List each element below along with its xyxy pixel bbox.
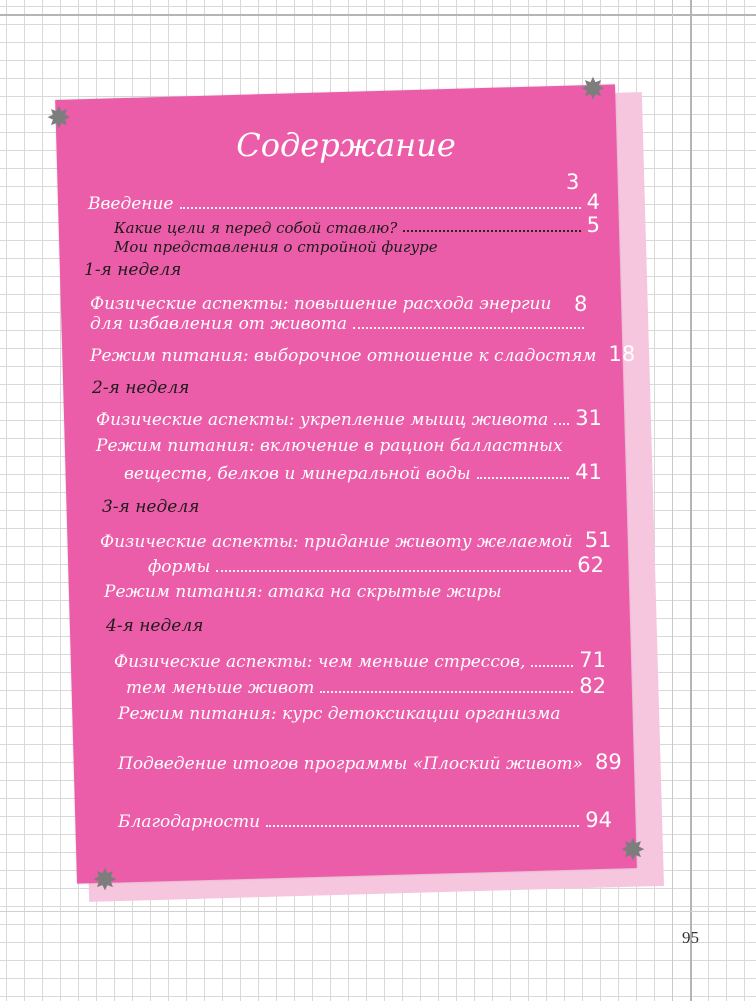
toc-entry-w4-diet[interactable] — [118, 704, 561, 724]
toc-page: 71 — [579, 648, 606, 672]
toc-page: 5 — [586, 213, 600, 237]
toc-leader-dots — [554, 423, 569, 425]
toc-entry-intro-goals[interactable] — [114, 213, 600, 237]
top-rule — [0, 14, 756, 16]
toc-leader-dots — [216, 570, 571, 572]
bottom-rule — [0, 911, 756, 912]
star-pin-icon: ✸ — [620, 833, 646, 868]
toc-title: Содержание — [236, 126, 456, 164]
toc-page: 82 — [579, 674, 606, 698]
margin-rule-inner — [672, 0, 673, 1001]
toc-entry-label: Благодарности — [118, 812, 261, 832]
toc-leader-dots — [180, 207, 581, 209]
toc-entry-label: Мои представления о стройной фигуре — [114, 238, 438, 256]
toc-entry-label: для избавления от живота — [90, 314, 347, 334]
toc-entry-summary[interactable] — [118, 750, 622, 774]
toc-page: 41 — [575, 460, 602, 484]
toc-entry-label: Режим питания: курс детоксикации организма — [118, 704, 561, 724]
toc-entry-w2-diet-line2[interactable] — [124, 460, 602, 484]
toc-leader-dots — [403, 230, 580, 232]
toc-page: 51 — [584, 528, 612, 552]
toc-entry-label: формы — [148, 557, 211, 577]
toc-page-intro-top: 3 — [566, 170, 580, 194]
toc-entry-label: Физические аспекты: чем меньше стрессов, — [114, 652, 526, 672]
star-pin-icon: ✸ — [46, 101, 72, 136]
toc-page: 62 — [577, 553, 604, 577]
toc-entry-w3-phys-line2[interactable] — [148, 553, 604, 577]
toc-entry-label: Физические аспекты: укрепление мышц живота — [96, 410, 549, 430]
toc-week-4-heading: 4-я неделя — [106, 616, 204, 636]
toc-entry-label: Какие цели я перед собой ставлю? — [114, 219, 398, 237]
toc-entry-thanks[interactable] — [118, 808, 612, 832]
toc-leader-dots — [353, 327, 584, 329]
toc-entry-intro-figure[interactable] — [114, 238, 438, 256]
toc-week-1-heading: 1-я неделя — [84, 260, 182, 280]
toc-week-2-heading: 2-я неделя — [92, 378, 190, 398]
toc-entry-label: Подведение итогов программы «Плоский живот» — [118, 754, 583, 774]
toc-leader-dots — [477, 477, 570, 479]
star-pin-icon: ✸ — [580, 72, 606, 107]
margin-rule — [690, 0, 692, 1001]
toc-entry-w2-phys[interactable] — [96, 406, 602, 430]
toc-entry-w3-diet[interactable] — [104, 582, 502, 602]
toc-entry-w1-phys-line1[interactable]: Физические аспекты: повышение расхода энергии — [90, 294, 552, 314]
toc-week-3-heading: 3-я неделя — [102, 497, 200, 517]
toc-entry-label: Режим питания: атака на скрытые жиры — [104, 582, 502, 602]
toc-leader-dots — [266, 825, 579, 827]
star-pin-icon: ✸ — [92, 863, 118, 898]
toc-page: 94 — [585, 808, 612, 832]
toc-entry-label: Физические аспекты: придание животу желаемой — [100, 532, 573, 552]
toc-entry-w1-phys-line2[interactable] — [90, 314, 590, 334]
toc-entry-w2-diet-line1[interactable]: Режим питания: включение в рацион балластных — [96, 436, 563, 456]
toc-leader-dots — [320, 691, 573, 693]
toc-entry-intro[interactable] — [88, 190, 600, 214]
toc-page: 4 — [586, 190, 600, 214]
toc-entry-label: тем меньше живот — [126, 678, 315, 698]
toc-entry-w3-phys-line1[interactable] — [100, 528, 612, 552]
page-number: 95 — [682, 928, 699, 947]
toc-entry-label: Введение — [88, 194, 174, 214]
toc-page: 18 — [608, 342, 636, 366]
toc-entry-w4-phys-line2[interactable] — [126, 674, 606, 698]
toc-card — [55, 84, 637, 883]
toc-page-w1-phys: 8 — [574, 292, 588, 316]
toc-entry-label: Режим питания: выборочное отношение к сладостям — [90, 346, 597, 366]
toc-leader-dots — [531, 665, 573, 667]
toc-page: 89 — [594, 750, 622, 774]
toc-entry-label: веществ, белков и минеральной воды — [124, 464, 471, 484]
toc-entry-w4-phys-line1[interactable] — [114, 648, 606, 672]
toc-page: 31 — [575, 406, 602, 430]
toc-entry-w1-diet[interactable] — [90, 342, 636, 366]
